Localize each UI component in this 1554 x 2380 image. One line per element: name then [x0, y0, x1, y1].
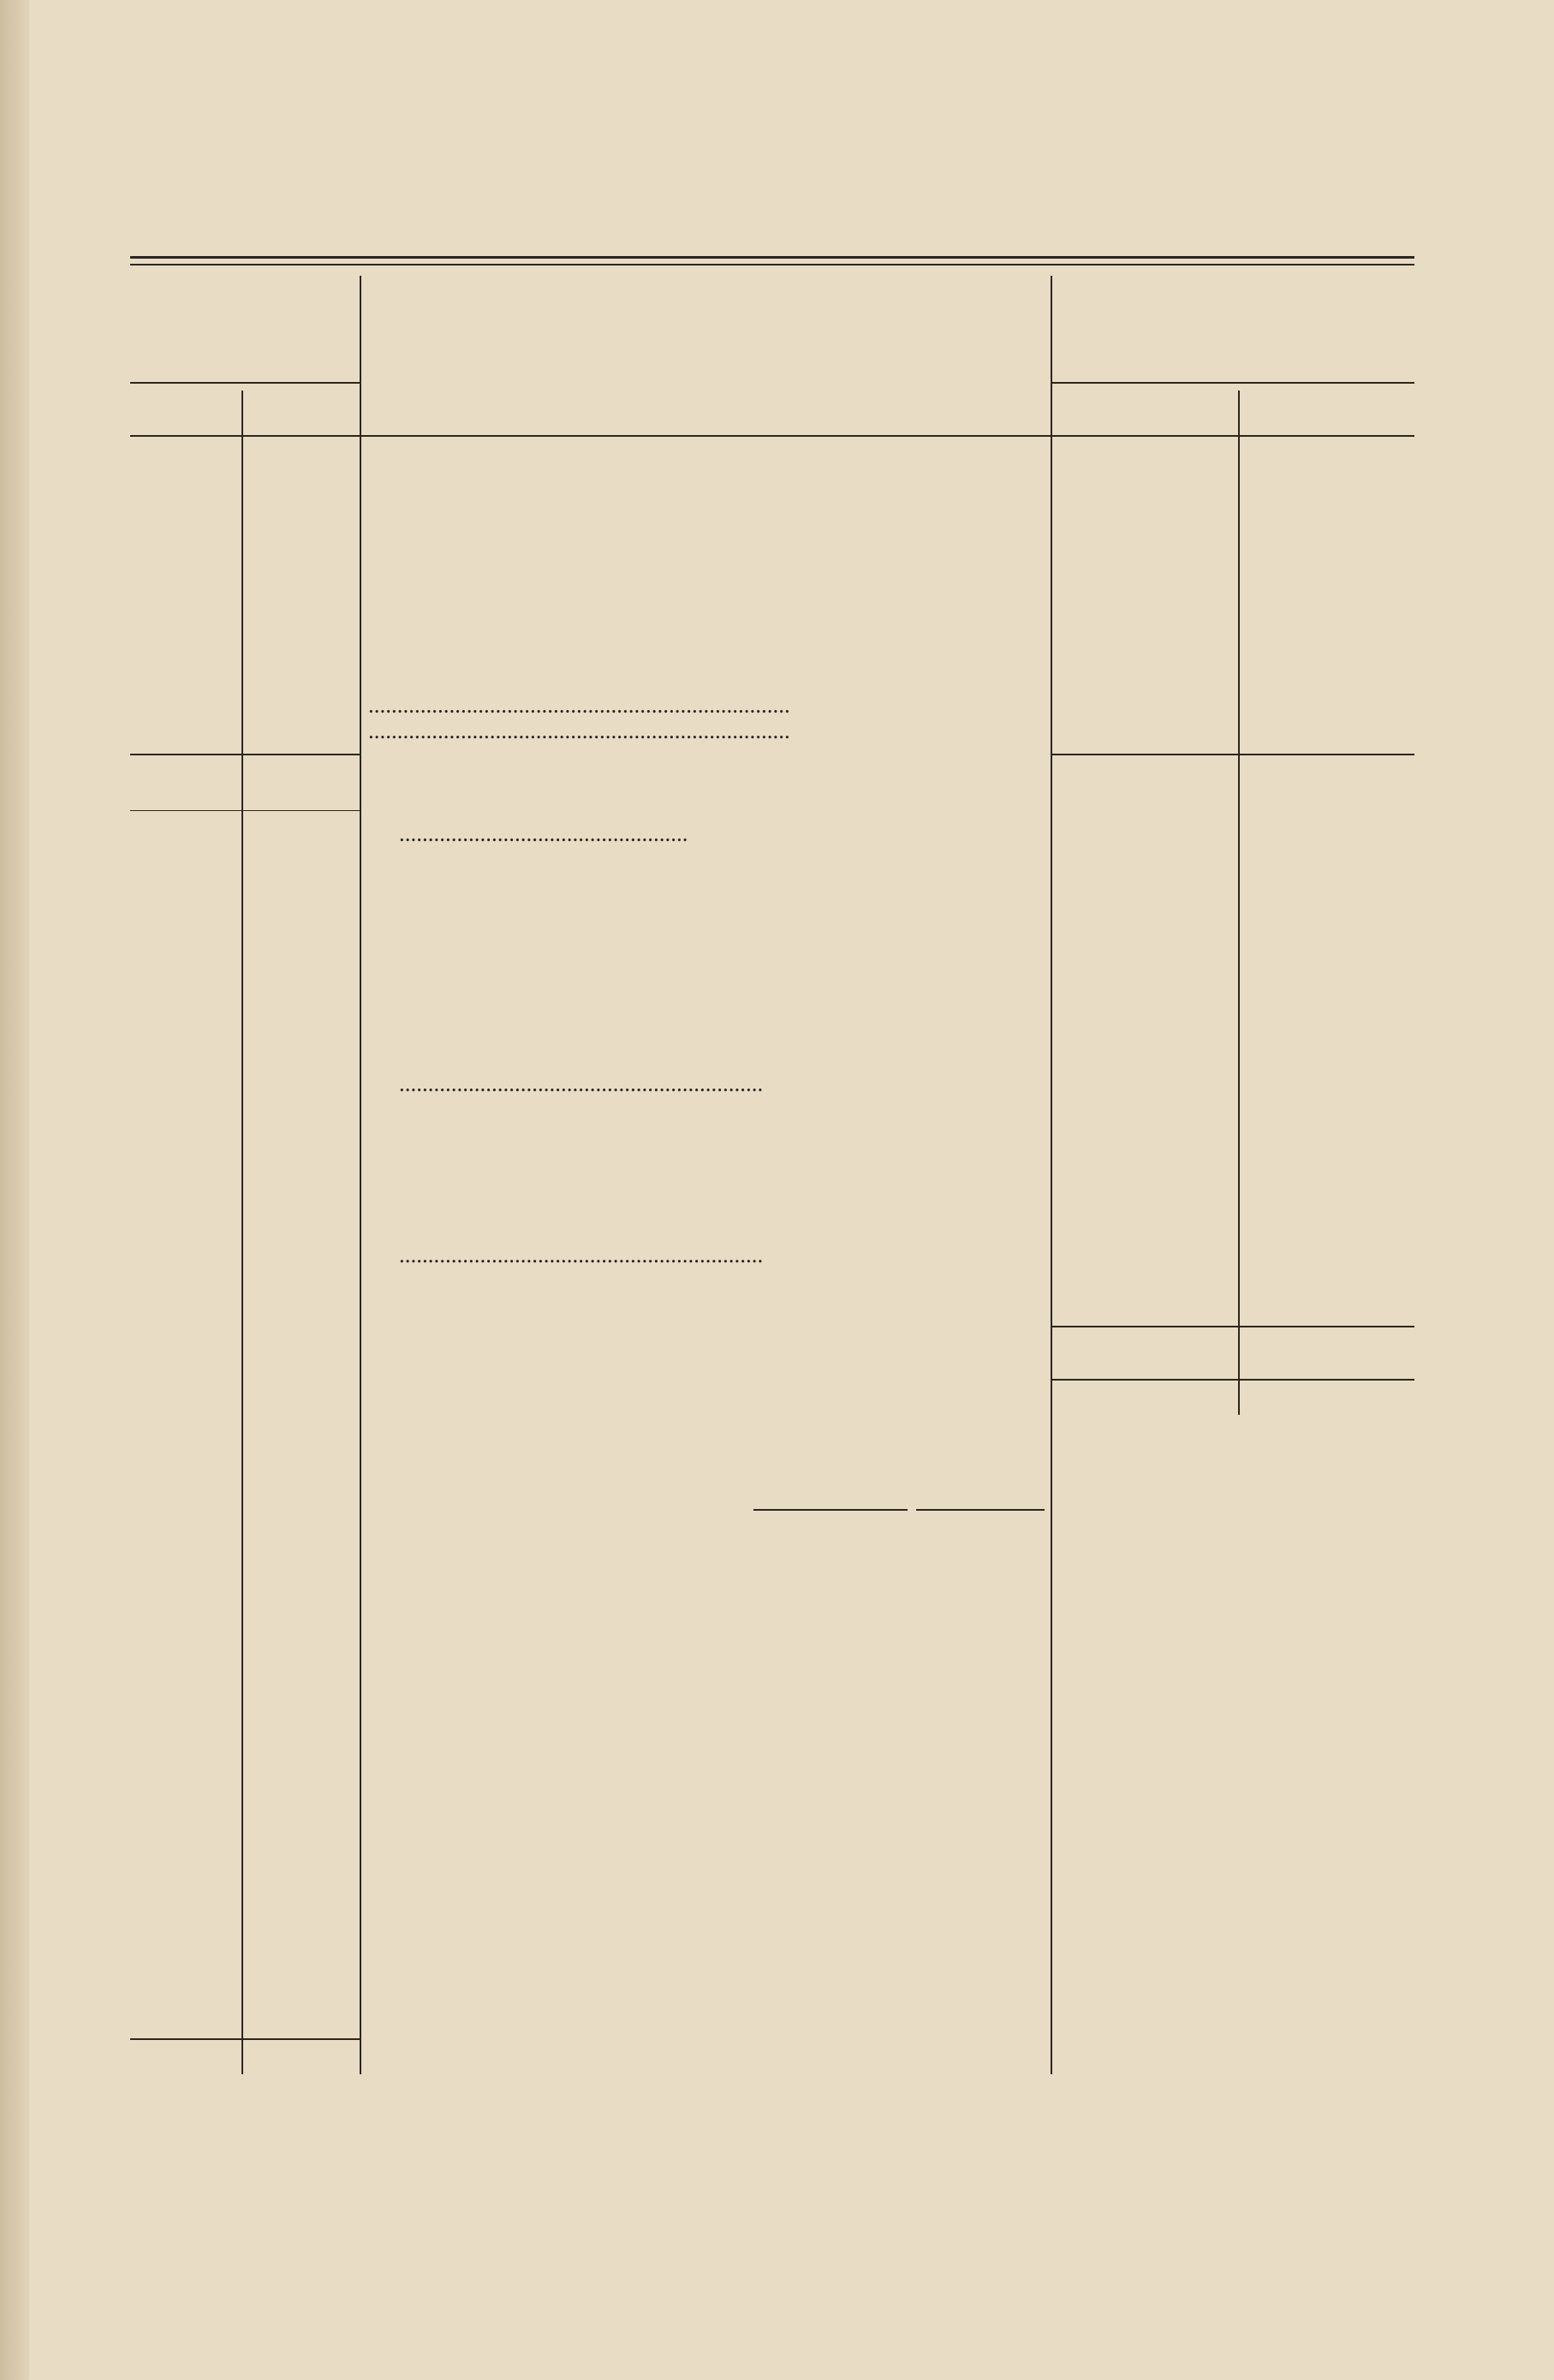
history-rev-rule: [916, 1509, 1045, 1511]
col-rule-amount: [1238, 391, 1240, 1415]
page-edge: [0, 0, 29, 2380]
subtotal-rule-amount: [1051, 754, 1414, 755]
col-rule-years: [241, 391, 243, 2074]
top-rule-2: [130, 264, 1414, 265]
col-rule-details: [1051, 276, 1052, 2074]
est-label-1: .........................................................................: [368, 718, 790, 743]
subtotal-rule-positions: [130, 754, 360, 755]
col-rule-positions: [360, 276, 361, 2074]
rule-positions-years: [130, 382, 360, 384]
grand-total-rule: [1051, 1326, 1414, 1327]
membership-line-2: ...............................................................: [399, 1242, 764, 1268]
top-rule: [130, 256, 1414, 259]
total-underline: [130, 810, 360, 811]
office-line-2: ...............................................................: [399, 1071, 764, 1096]
salaried-total-rule: [130, 2038, 360, 2040]
history-exp-rule: [753, 1509, 908, 1511]
rule-amount-years: [1051, 382, 1414, 384]
salaries-line-3: ..................................................: [399, 820, 688, 846]
grand-total-underline: [1051, 1379, 1414, 1381]
est-label-0: .........................................................................: [368, 692, 790, 718]
header-bottom-rule: [130, 435, 1414, 437]
